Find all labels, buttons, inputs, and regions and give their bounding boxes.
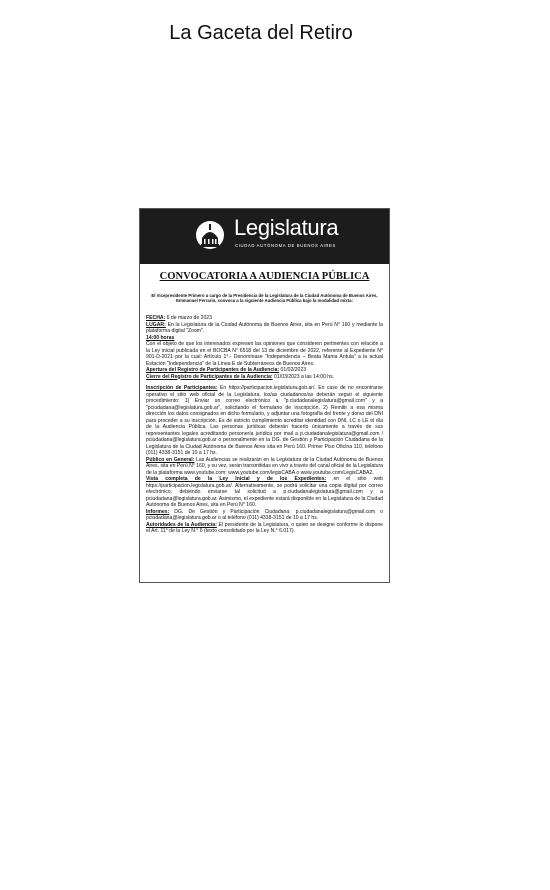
objeto-paragraph: Con el objeto de que los interesados expresen las opiniones que consideren pertinentes con relación a la Ley inicial publicada en el BOCBA N° 6518 del 13 de diciembre de 2022, referente al Expediente N° 901-D-2021 por la cual: Artículo 1°.- Denomínase "Independencia – Beata Mama Antula" a la actual Estación "Independencia" de la Línea E de Subterráneos de Buenos Aires. [146,341,383,367]
public-notice [139,208,390,583]
vista-label: Vista completa de la Ley Inicial y de los Expedientes: [146,476,327,482]
hora-label: 14:00 horas [146,334,175,341]
autoridades-label: Autoridades de la Audiencia: [146,521,217,528]
vista-text: en el sitio web https://participacion.legislatura.gob.ar/. Alternativamente, se podrá solicitar una copia digital por correo electrónico, debiendo enviarse tal solicitud a p.ciudadanalegislatura@gmail.com y a pciudadana@legislatura.gob.ar. Asimismo, el expediente estará disponible en la Legislatura de la Ciudad Autónoma de Buenos Aires, sita en Perú N° 160. [146,476,383,508]
autoridades-paragraph [146,522,383,535]
cierre-label: Cierre del Registro de Participantes de la Audiencia: [146,373,273,380]
publico-paragraph [146,457,383,477]
informes-text: DG. De Gestión y Participación Ciudadana: p.ciudadanalegislatura@gmail.com o pciudadana@legislatura.gob.ar o al teléfono (011) 4338-3151 de 10 a 17 hs. [146,508,383,521]
autoridades-text: El presidente de la Legislatura, o quien se designe conforme lo dispone el Art. 11° de la Ley N.° 6 (texto consolidado por la Ley N.° 6.017). [146,521,383,534]
apertura-label: Apertura del Registro de Participantes de la Audiencia: [146,367,280,373]
lugar-value: En la Legislatura de la Ciudad Autónoma de Buenos Aires, sita en Perú N° 160 y mediante la plataforma digital "Zoom". [146,321,383,334]
cierre-line [146,374,383,381]
publico-label: Público en General: [146,456,195,463]
notice-intro: El Vicepresidente Primero a cargo de la Presidencia de la Legislatura de la Ciudad Autónoma de Buenos Aires, Emmanuel Ferrario, convoca a la siguiente Audiencia Pública bajo la modalidad mixta: [151,293,378,303]
lugar-line [146,322,383,335]
informes-paragraph [146,509,383,522]
vista-paragraph [146,476,383,509]
publico-text: Las Audiencias se realizarán en la Legislatura de la Ciudad Autónoma de Buenos Aires, sita en Perú N° 160, y su vez, serán transmitidas en vivo a través del canal oficial de la Legislatura de la plataforma www.youtube.com: www.youtube.com/legisCABA o www.youtube.com/LegisCABA2. [146,456,383,476]
logo-subtitle: CIUDAD AUTÓNOMA DE BUENOS AIRES [235,243,336,248]
page-title: La Gaceta del Retiro [169,22,353,44]
legislatura-banner [140,209,389,264]
fecha-value: 6 de marzo de 2023 [165,315,212,321]
inscripcion-label: Inscripción de Participantes: [146,385,218,391]
lugar-label: LUGAR: [146,321,166,328]
inscripcion-text: En https://participacion.legislatura.gob.ar/. En caso de no encontrarse operativo el sitio web oficial de la Legislatura, los/as ciudadanos/as deberán seguir el siguiente procedimiento: 1) Enviar un correo electrónico a "p.ciudadanalegislatura@gmail.com" y a "pciudadana@legislatura.gob.ar", solicitando el formulario de inscripción. 2) Remitir a esa misma dirección los datos consignados en dicho formulario, y adjuntar una fotografía del frente y dorso del DNI para proceder a su inscripción. Es de estricto cumplimiento acreditar identidad con DNI, LC o LE el día de la Audiencia Pública. Las personas jurídicas deberán hacerlo únicamente a través de sus representantes legales acreditando personería jurídica por mail a p.ciudadanalegislatura@gmail.com / pciudadana@legislatura.gob.ar o personalmente en la DG. de Gestión y Participación Ciudadana de la Legislatura de la Ciudad Autónoma de Buenos Aires sita en Perú 160. Primer Piso Oficina 110, teléfono (011) 4338-3151 de 10 a 17 hs. [146,385,383,456]
notice-heading: CONVOCATORIA A AUDIENCIA PÚBLICA [159,271,370,282]
inscripcion-paragraph [146,385,383,457]
logo-wordmark: Legislatura [234,215,339,240]
fecha-label: FECHA: [146,315,166,321]
cierre-value: 01/03/2023 a las 14:00 hs. [272,373,335,380]
legislatura-dome-icon [195,214,225,256]
notice-body [140,271,389,535]
informes-label: Informes: [146,508,170,515]
apertura-value: 01/02/2023 [279,367,307,373]
